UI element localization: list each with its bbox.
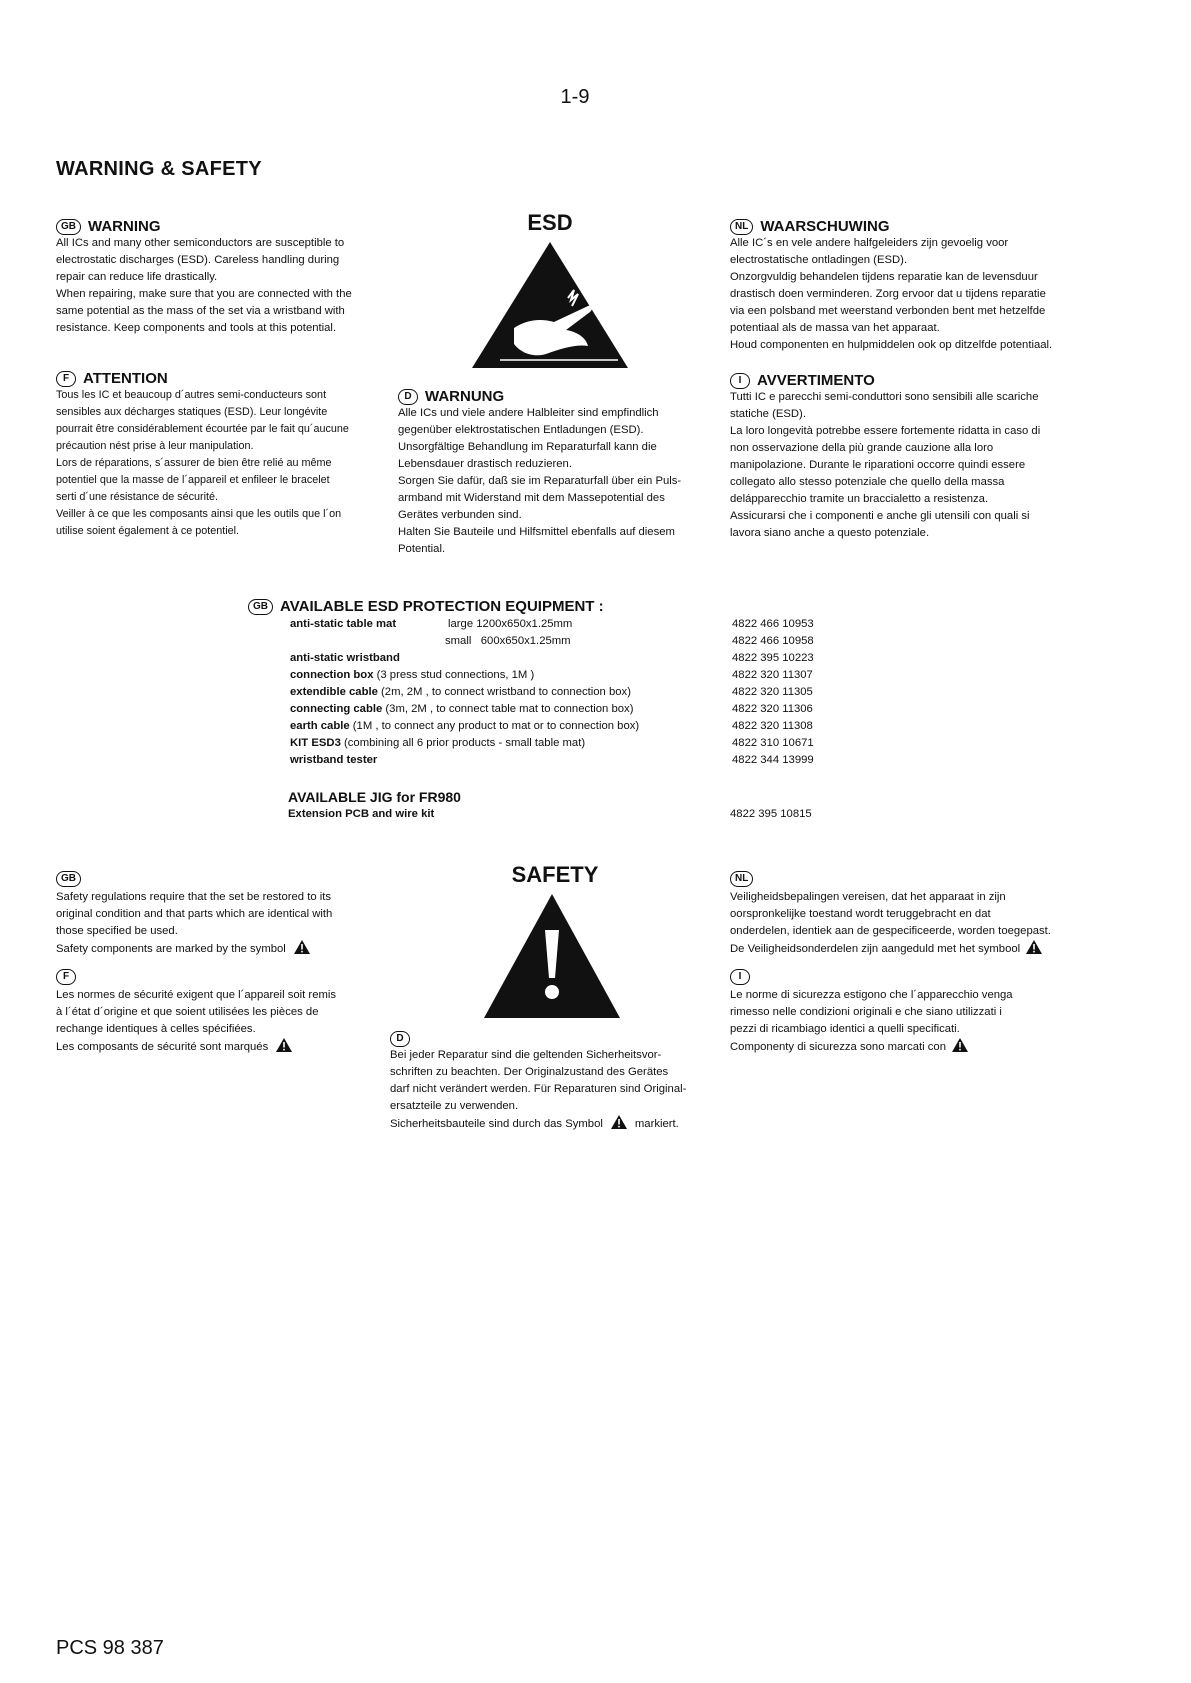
esd-text-d: [398, 405, 728, 558]
text-line: darf nicht verändert werden. Für Reparaturen sind Original-: [390, 1083, 687, 1095]
esd-heading-i-text: AVVERTIMENTO: [757, 372, 875, 389]
text-line: When repairing, make sure that you are connected with the: [56, 288, 352, 300]
text-line: Les normes de sécurité exigent que l´appareil soit remis: [56, 989, 337, 1001]
text-line: Veiller à ce que les composants ainsi que les outils que l´on: [56, 508, 342, 520]
part-number: 4822 320 11308: [732, 720, 813, 732]
warning-triangle-icon: [611, 1115, 627, 1129]
text-line: Halten Sie Bauteile und Hilfsmittel ebenfalls auf diesem: [398, 526, 675, 538]
text-line: non osservazione della più grande cauzione alla loro: [730, 442, 994, 454]
text-line: All ICs and many other semiconductors are susceptible to: [56, 237, 345, 249]
text-line: précaution nést prise à leur manipulation.: [56, 440, 254, 452]
text-line: those specified be used.: [56, 925, 178, 937]
text-line: armband mit Widerstand mit dem Massepotential des: [398, 492, 665, 504]
esd-heading-d: [398, 388, 728, 405]
text-line: Gerätes verbunden sind.: [398, 509, 522, 521]
equipment-row-mat-small: [290, 633, 850, 650]
esd-heading-nl: [730, 218, 1140, 235]
esd-section-d: [398, 388, 728, 558]
esd-heading-gb: [56, 218, 396, 235]
safety-section-gb: [56, 868, 396, 958]
equipment-desc: (combining all 6 prior products - small table mat): [340, 737, 586, 749]
text-line: Lors de réparations, s´assurer de bien être relié au même: [56, 457, 332, 469]
esd-text-nl: [730, 235, 1140, 354]
text-line: potentiaal als de massa van het apparaat.: [730, 322, 940, 334]
equipment-desc: (3m, 2M , to connect table mat to connection box): [382, 703, 634, 715]
esd-section-f: [56, 370, 396, 540]
text-line: [390, 1115, 730, 1133]
text-line: Onzorgvuldig behandelen tijdens reparatie kan de levensduur: [730, 271, 1038, 283]
lang-badge-i: I: [730, 969, 750, 985]
equipment-section: [248, 598, 868, 615]
esd-hand-triangle-icon: [470, 240, 630, 370]
text-line: rimesso nelle condizioni originali e che siano utilizzati i: [730, 1006, 1002, 1018]
text-line: La loro longevità potrebbe essere fortemente ridatta in caso di: [730, 425, 1041, 437]
text-line: schriften zu beachten. Der Originalzustand des Gerätes: [390, 1066, 669, 1078]
equipment-row: [290, 752, 850, 769]
part-number: 4822 395 10815: [730, 808, 812, 820]
text-line: Alle IC´s en vele andere halfgeleiders zijn gevoelig voor: [730, 237, 1009, 249]
lang-badge-d: D: [398, 389, 418, 405]
text-line: [730, 1038, 1150, 1056]
equipment-heading-text: AVAILABLE ESD PROTECTION EQUIPMENT :: [280, 598, 604, 615]
text-line: sensibles aux décharges statiques (ESD). Leur longévite: [56, 406, 328, 418]
warning-triangle-icon: [1026, 940, 1042, 954]
document-code: PCS 98 387: [56, 1637, 164, 1659]
esd-text-i: [730, 389, 1140, 542]
esd-heading-f-text: ATTENTION: [83, 370, 168, 387]
text-line: Potential.: [398, 543, 446, 555]
part-number: 4822 466 10953: [732, 618, 814, 630]
text-line: manipolazione. Durante le riparationi occorre quindi essere: [730, 459, 1026, 471]
text-line: utilise soient également à ce potentiel.: [56, 525, 240, 537]
safety-section-i: [730, 966, 1150, 1056]
equipment-desc: (3 press stud connections, 1M ): [373, 669, 535, 681]
text-line: [56, 940, 396, 958]
lang-badge-gb: GB: [248, 599, 273, 615]
text-line: serti d´une résistance de sécurité.: [56, 491, 219, 503]
text-line: repair can reduce life drastically.: [56, 271, 218, 283]
part-number: 4822 320 11307: [732, 669, 813, 681]
text-line: resistance. Keep components and tools at this potential.: [56, 322, 337, 334]
esd-heading-i: [730, 372, 1140, 389]
equipment-row: [290, 650, 850, 667]
jig-row: [288, 806, 858, 823]
lang-badge-f: F: [56, 969, 76, 985]
text-line: collegato allo stesso potenziale che quello della massa: [730, 476, 1005, 488]
safety-section-nl: [730, 868, 1150, 958]
lang-badge-d: D: [390, 1031, 410, 1047]
text-line: Alle ICs und viele andere Halbleiter sind empfindlich: [398, 407, 659, 419]
equipment-desc: small 600x650x1.25mm: [445, 635, 571, 647]
text-line: electrostatic discharges (ESD). Careless handling during: [56, 254, 340, 266]
esd-heading-f: [56, 370, 396, 387]
safety-text-d: [390, 1047, 730, 1133]
esd-section-nl: [730, 218, 1140, 354]
safety-section-f: [56, 966, 396, 1056]
esd-heading-d-text: WARNUNG: [425, 388, 505, 405]
equipment-heading: [248, 598, 868, 615]
esd-section-gb: [56, 218, 396, 337]
equipment-name: connecting cable: [290, 703, 383, 715]
safety-section-d: [390, 1028, 730, 1133]
text-line: lavora siano anche a questo potenziale.: [730, 527, 930, 539]
text-line: Tous les IC et beaucoup d´autres semi-conducteurs sont: [56, 389, 327, 401]
page-title: WARNING & SAFETY: [56, 158, 262, 180]
part-number: 4822 320 11306: [732, 703, 813, 715]
lang-badge-nl: NL: [730, 871, 753, 887]
page-number: 1-9: [560, 86, 590, 108]
equipment-row-mat-large: [290, 616, 850, 633]
text-line-content: Les composants de sécurité sont marqués: [56, 1041, 269, 1053]
text-line: onderdelen, identiek aan de gespecificeerde, worden toegepast.: [730, 925, 1051, 937]
equipment-name: KIT ESD3: [290, 737, 341, 749]
equipment-row: [290, 701, 850, 718]
text-line: statiche (ESD).: [730, 408, 806, 420]
text-line: delápparecchio tramite un braccialetto a resistenza.: [730, 493, 989, 505]
warning-triangle-icon: [276, 1038, 292, 1052]
part-number: 4822 395 10223: [732, 652, 814, 664]
esd-text-gb: [56, 235, 396, 337]
text-line: [56, 1038, 396, 1056]
text-line: Tutti IC e parecchi semi-conduttori sono sensibili alle scariche: [730, 391, 1039, 403]
text-line: pezzi di ricambiago identici a quelli specificati.: [730, 1023, 960, 1035]
text-line-content: Sicherheitsbauteile sind durch das Symbol: [390, 1118, 603, 1130]
equipment-name: anti-static wristband: [290, 652, 400, 664]
equipment-desc: (1M , to connect any product to mat or to connection box): [349, 720, 640, 732]
esd-title: ESD: [527, 210, 573, 235]
text-line: à l´état d´origine et que soient utilisées les pièces de: [56, 1006, 319, 1018]
equipment-name: anti-static table mat: [290, 618, 397, 630]
text-line: gegenüber elektrostatischen Entladungen (ESD).: [398, 424, 644, 436]
lang-badge-gb: GB: [56, 871, 81, 887]
text-line: ersatzteile zu verwenden.: [390, 1100, 519, 1112]
text-line-content: Safety components are marked by the symbol: [56, 943, 286, 955]
text-line: Houd componenten en hulpmiddelen ook op ditzelfde potentiaal.: [730, 339, 1053, 351]
text-line: Le norme di sicurezza estigono che l´apparecchio venga: [730, 989, 1013, 1001]
part-number: 4822 466 10958: [732, 635, 814, 647]
text-line: Veiligheidsbepalingen vereisen, dat het apparaat in zijn: [730, 891, 1006, 903]
text-line-content: Componenty di sicurezza sono marcati con: [730, 1041, 946, 1053]
text-line: Unsorgfältige Behandlung im Reparaturfall kann die: [398, 441, 657, 453]
text-line: [730, 940, 1150, 958]
text-line-content: De Veiligheidsonderdelen zijn aangeduld met het symbool: [730, 943, 1021, 955]
lang-badge-nl: NL: [730, 219, 753, 235]
text-line-content: markiert.: [634, 1118, 679, 1130]
jig-item: Extension PCB and wire kit: [288, 808, 435, 820]
text-line: via een polsband met weerstand verbonden bent met hetzelfde: [730, 305, 1046, 317]
jig-heading: AVAILABLE JIG for FR980: [288, 789, 461, 805]
equipment-row: [290, 667, 850, 684]
text-line: rechange identiques à celles spécifiées.: [56, 1023, 256, 1035]
safety-text-nl: [730, 889, 1150, 958]
lang-badge-f: F: [56, 371, 76, 387]
esd-heading-nl-text: WAARSCHUWING: [760, 218, 890, 235]
warning-triangle-icon: [952, 1038, 968, 1052]
equipment-name: connection box: [290, 669, 374, 681]
jig-section: [288, 788, 858, 823]
text-line: Lebensdauer drastisch reduzieren.: [398, 458, 572, 470]
equipment-name: earth cable: [290, 720, 350, 732]
esd-text-f: [56, 387, 396, 540]
part-number: 4822 320 11305: [732, 686, 813, 698]
text-line: original condition and that parts which are identical with: [56, 908, 333, 920]
text-line: Sorgen Sie dafür, daß sie im Reparaturfall über ein Puls-: [398, 475, 682, 487]
text-line: Safety regulations require that the set be restored to its: [56, 891, 332, 903]
safety-title: SAFETY: [511, 862, 599, 887]
safety-text-f: [56, 987, 396, 1056]
text-line: drastisch doen verminderen. Zorg ervoor dat u tijdens reparatie: [730, 288, 1046, 300]
text-line: same potential as the mass of the set via a wristband with: [56, 305, 345, 317]
equipment-desc: large 1200x650x1.25mm: [448, 618, 573, 630]
equipment-desc: (2m, 2M , to connect wristband to connection box): [377, 686, 631, 698]
text-line: Bei jeder Reparatur sind die geltenden Sicherheitsvor-: [390, 1049, 662, 1061]
equipment-row: [290, 735, 850, 752]
text-line: Assicurarsi che i componenti e anche gli utensili con quali si: [730, 510, 1030, 522]
safety-text-i: [730, 987, 1150, 1056]
equipment-row: [290, 718, 850, 735]
lang-badge-gb: GB: [56, 219, 81, 235]
warning-triangle-icon: [294, 940, 310, 954]
lang-badge-i: I: [730, 373, 750, 389]
equipment-name: extendible cable: [290, 686, 378, 698]
text-line: oorspronkelijke toestand wordt teruggebracht en dat: [730, 908, 991, 920]
exclamation-triangle-icon: [482, 892, 622, 1020]
part-number: 4822 310 10671: [732, 737, 814, 749]
safety-text-gb: [56, 889, 396, 958]
esd-heading-gb-text: WARNING: [88, 218, 161, 235]
text-line: potentiel que la masse de l´appareil et enfileer le bracelet: [56, 474, 330, 486]
equipment-list: [290, 616, 850, 769]
equipment-name: wristband tester: [290, 754, 378, 766]
esd-section-i: [730, 372, 1140, 542]
text-line: pourrait être considérablement écourtée par le fait qu´aucune: [56, 423, 349, 435]
part-number: 4822 344 13999: [732, 754, 814, 766]
text-line: electrostatische ontladingen (ESD).: [730, 254, 908, 266]
equipment-row: [290, 684, 850, 701]
